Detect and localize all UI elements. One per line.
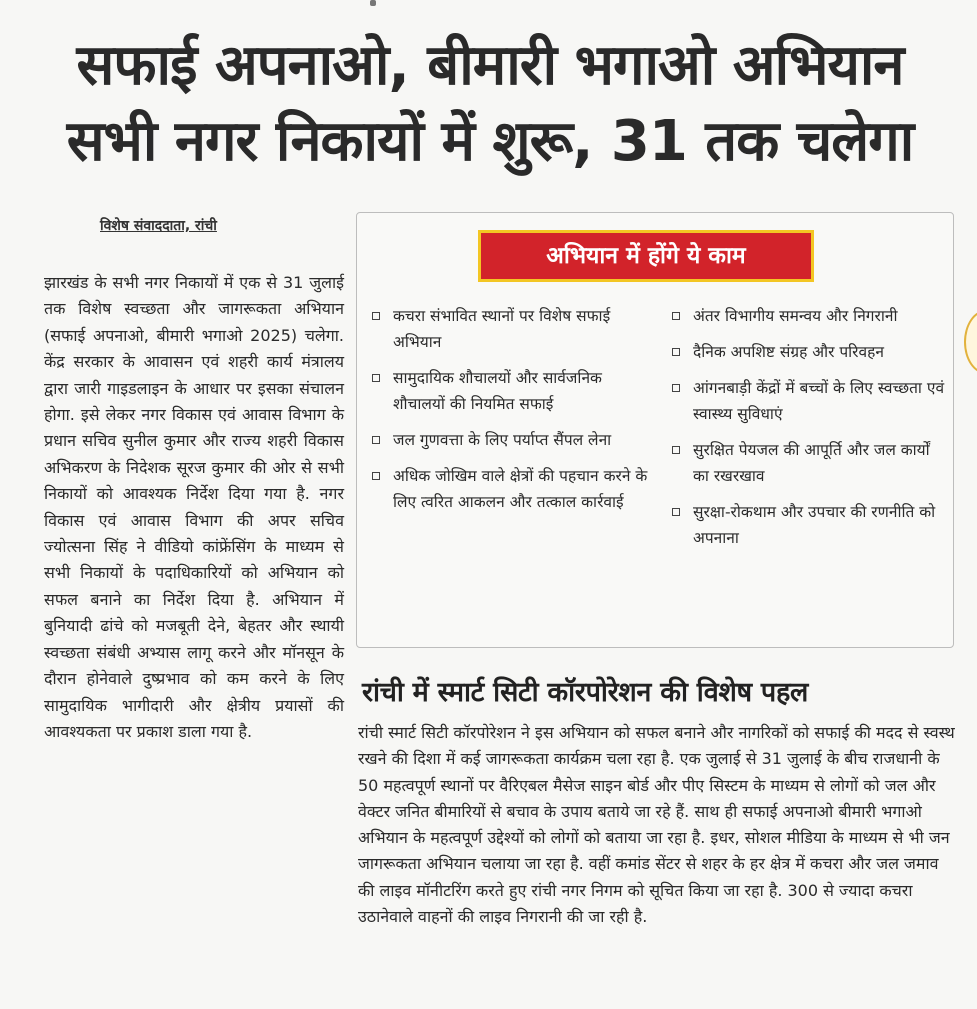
list-item: सामुदायिक शौचालयों और सार्वजनिक शौचालयों की नियमित सफाई	[369, 365, 649, 417]
square-bullet-icon	[672, 446, 680, 454]
square-bullet-icon	[672, 348, 680, 356]
sub-article-body: रांची स्मार्ट सिटी कॉरपोरेशन ने इस अभियान को सफल बनाने और नागरिकों को सफाई की मदद से स्वस्थ रखने की दिशा में कई जागरूकता कार्यक्रम चला रहा है. एक जुलाई से 31 जुलाई के बीच राजधानी के 50 महत्वपूर्ण स्थानों पर वैरिएबल मैसेज साइन बोर्ड और पीए सिस्टम के माध्यम से लोगों को जल और वेक्टर जनित बीमारियों से बचाव के उपाय बताये जा रहे हैं. साथ ही सफाई अपनाओ बीमारी भगाओ अभियान के महत्वपूर्ण उद्देश्यों को लोगों को बताया जा रहा है. इधर, सोशल मीडिया के माध्यम से भी जन जागरूकता अभियान चलाया जा रहा है. वहीं कमांड सेंटर से शहर के हर क्षेत्र में कचरा और जल जमाव की लाइव मॉनीटरिंग करते हुए रांची नगर निगम को सूचित किया जा रहा है. 300 से ज्यादा कचरा उठानेवाले वाहनों की लाइव निगरानी की जा रही है.	[358, 723, 955, 927]
square-bullet-icon	[672, 312, 680, 320]
square-bullet-icon	[372, 312, 380, 320]
article-body-left: झारखंड के सभी नगर निकायों में एक से 31 जुलाई तक विशेष स्वच्छता और जागरूकता अभियान (सफाई अपनाओ, बीमारी भगाओ 2025) चलेगा. केंद्र सरकार के आवासन एवं शहरी कार्य मंत्रालय द्वारा जारी गाइडलाइन के आधार पर इसका संचालन होगा. इसे लेकर नगर विकास एवं आवास विभाग के प्रधान सचिव सुनील कुमार और राज्य शहरी विकास अभिकरण के निदेशक सूरज कुमार की ओर से सभी निकायों को आवश्यक निर्देश दिया गया है. नगर विकास एवं आवास विभाग की अपर सचिव ज्योत्सना सिंह ने वीडियो कांफ्रेंसिंग के माध्यम से सभी निकायों के पदाधिकारियों को अभियान को सफल बनाने का निर्देश दिया है. अभियान में बुनियादी ढांचे को मजबूती देने, बेहतर और स्थायी स्वच्छता संबंधी अभ्यास लागू करने और मॉनसून के दौरान होनेवाले दुष्प्रभाव को कम करने के लिए सामुदायिक भागीदारी और क्षेत्रीय प्रयासों की आवश्यकता पर प्रकाश डाला गया है.	[44, 273, 344, 741]
square-bullet-icon	[372, 472, 380, 480]
headline-line-2: सभी नगर निकायों में शुरू, 31 तक चलेगा	[66, 109, 914, 174]
tasks-list-right	[669, 303, 947, 561]
list-item: जल गुणवत्ता के लिए पर्याप्त सैंपल लेना	[369, 427, 649, 453]
list-item: सुरक्षा-रोकथाम और उपचार की रणनीति को अपनाना	[669, 499, 947, 551]
page-headline	[20, 28, 960, 180]
tasks-list-left	[369, 303, 649, 525]
square-bullet-icon	[672, 508, 680, 516]
list-item: अधिक जोखिम वाले क्षेत्रों की पहचान करने के लिए त्वरित आकलन और तत्काल कार्रवाई	[369, 463, 649, 515]
top-edge-mark	[370, 0, 376, 6]
list-item: दैनिक अपशिष्ट संग्रह और परिवहन	[669, 339, 947, 365]
square-bullet-icon	[372, 436, 380, 444]
campaign-tasks-box	[356, 212, 954, 648]
byline: विशेष संवाददाता, रांची	[100, 218, 217, 234]
square-bullet-icon	[672, 384, 680, 392]
list-item: सुरक्षित पेयजल की आपूर्ति और जल कार्यों का रखरखाव	[669, 437, 947, 489]
list-item: आंगनबाड़ी केंद्रों में बच्चों के लिए स्वच्छता एवं स्वास्थ्य सुविधाएं	[669, 375, 947, 427]
list-item: कचरा संभावित स्थानों पर विशेष सफाई अभियान	[369, 303, 649, 355]
sub-article-headline: रांची में स्मार्ट सिटी कॉरपोरेशन की विशेष पहल	[362, 677, 808, 708]
campaign-tasks-title: अभियान में होंगे ये काम	[481, 233, 811, 279]
square-bullet-icon	[372, 374, 380, 382]
headline-line-1: सफाई अपनाओ, बीमारी भगाओ अभियान	[76, 33, 904, 98]
decorative-circle-icon	[964, 310, 977, 374]
list-item: अंतर विभागीय समन्वय और निगरानी	[669, 303, 947, 329]
